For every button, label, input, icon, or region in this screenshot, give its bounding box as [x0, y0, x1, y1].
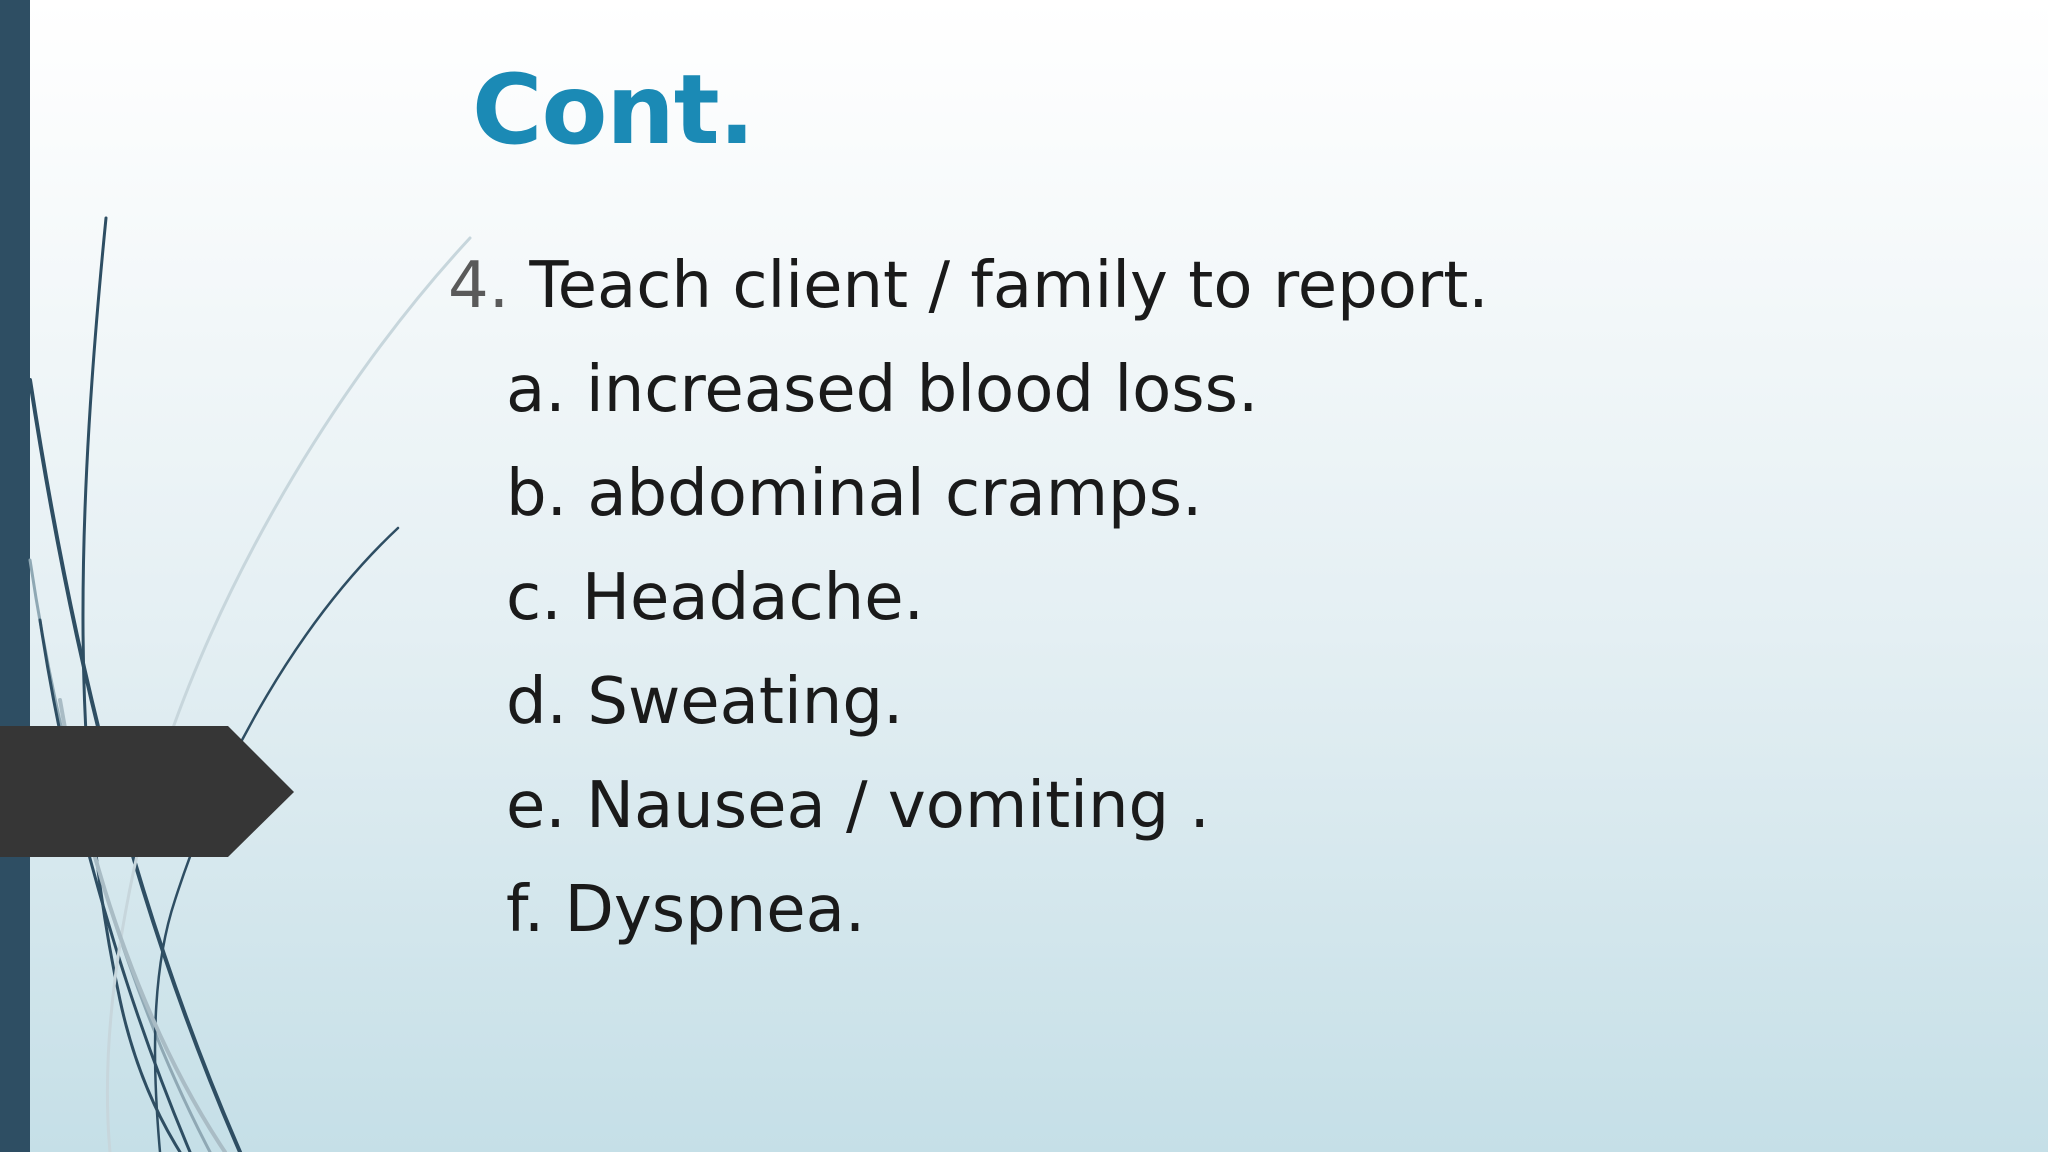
- slide-title: Cont.: [472, 54, 755, 166]
- list-item-d: d. Sweating.: [506, 665, 904, 739]
- slide-content: [448, 248, 1948, 976]
- list-item-a: a. increased blood loss.: [506, 353, 1259, 427]
- list-item-f: f. Dyspnea.: [506, 873, 866, 947]
- list-item-c: c. Headache.: [506, 561, 924, 635]
- lead-point: [448, 248, 1948, 352]
- lead-number: 4.: [448, 249, 510, 323]
- arrow-tab-shape: [0, 726, 294, 857]
- list-item-b: b. abdominal cramps.: [506, 457, 1203, 531]
- list-item-e: e. Nausea / vomiting .: [506, 769, 1210, 843]
- lead-text: Teach client / family to report.: [509, 249, 1489, 323]
